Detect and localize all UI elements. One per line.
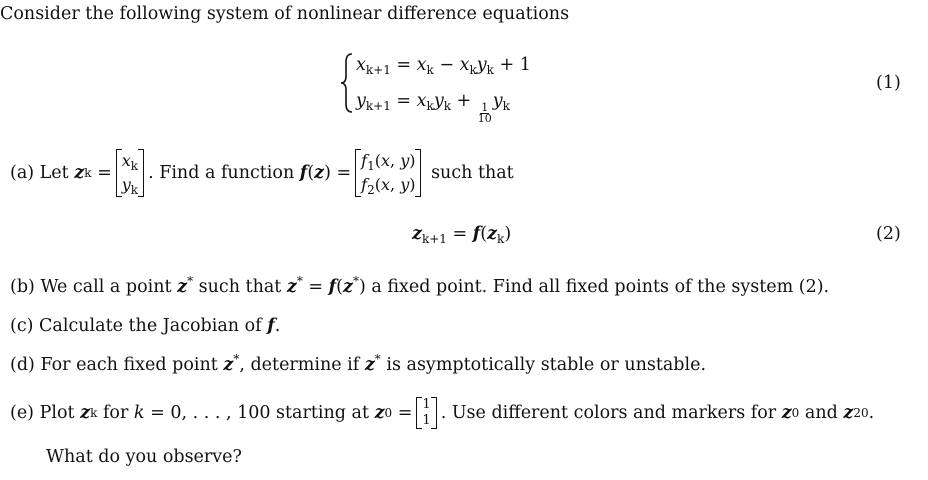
equation-line-1: $x_{k+1} = x_k - x_ky_k + 1$ bbox=[356, 55, 531, 77]
part-e-and: and bbox=[804, 403, 838, 423]
part-b-text-3: a fixed point. Find all fixed points of the system (2). bbox=[371, 277, 830, 297]
left-brace bbox=[340, 52, 354, 114]
part-c: (c) Calculate the Jacobian of f. bbox=[10, 316, 281, 336]
part-e-range: = 0, . . . , 100 starting at bbox=[150, 403, 369, 423]
part-b-text-1: We call a point bbox=[40, 277, 172, 297]
part-c-label: (c) bbox=[10, 316, 34, 336]
fraction-one-tenth: $\frac{1}{10}$ bbox=[477, 101, 492, 125]
part-a-label: (a) bbox=[10, 163, 35, 183]
part-d: (d) For each fixed point z*, determine if z* is asymptotically stable or unstable. bbox=[10, 352, 707, 375]
equation-number-2: (2) bbox=[876, 224, 901, 244]
intro-text: Consider the following system of nonlinear difference equations bbox=[0, 4, 570, 24]
observe-question: What do you observe? bbox=[46, 447, 242, 467]
part-e-text-3: . Use different colors and markers for bbox=[440, 403, 777, 423]
equation-number-1: (1) bbox=[876, 73, 901, 93]
part-b: (b) We call a point z* such that z* = f(z*) a fixed point. Find all fixed points of the system (2). bbox=[10, 274, 830, 297]
vector-f1-f2: $f_1(x$, y) $f_2(x$, y) bbox=[355, 149, 421, 197]
part-a: (a) Let z k = $x_k$ $y_k$ . Find a function f ( z ) = $f_1(x$, y) $f_2(x$, y) such that bbox=[10, 151, 514, 197]
part-b-text-2: such that bbox=[198, 277, 282, 297]
part-a-find: . Find a function bbox=[148, 163, 295, 183]
part-e: (e) Plot z k for k = 0, . . . , 100 starting at z 0 = 1 1 . Use different colors and markers for z 0 and z 20 . bbox=[10, 397, 875, 428]
vector-initial: 1 1 bbox=[416, 397, 436, 429]
part-a-let: Let bbox=[39, 163, 69, 183]
part-e-label: (e) bbox=[10, 403, 35, 423]
part-d-label: (d) bbox=[10, 355, 35, 375]
equation-line-2: $y_{k+1} = x_ky_k$ + $\frac{1}{10}$ $y_k$ bbox=[356, 91, 510, 125]
part-d-text-1: For each fixed point bbox=[40, 355, 218, 375]
part-a-such-that: such that bbox=[431, 163, 514, 183]
equation-2: $z_{k+1} = f(z_k)$ bbox=[412, 224, 512, 246]
part-e-text-1: Plot bbox=[39, 403, 75, 423]
part-d-text-2: , determine if bbox=[239, 355, 360, 375]
part-c-text: Calculate the Jacobian of bbox=[39, 316, 262, 336]
part-e-text-2: for bbox=[102, 403, 129, 423]
part-d-text-3: is asymptotically stable or unstable. bbox=[386, 355, 707, 375]
part-b-label: (b) bbox=[10, 277, 35, 297]
vector-xk-yk: $x_k$ $y_k$ bbox=[116, 149, 144, 197]
